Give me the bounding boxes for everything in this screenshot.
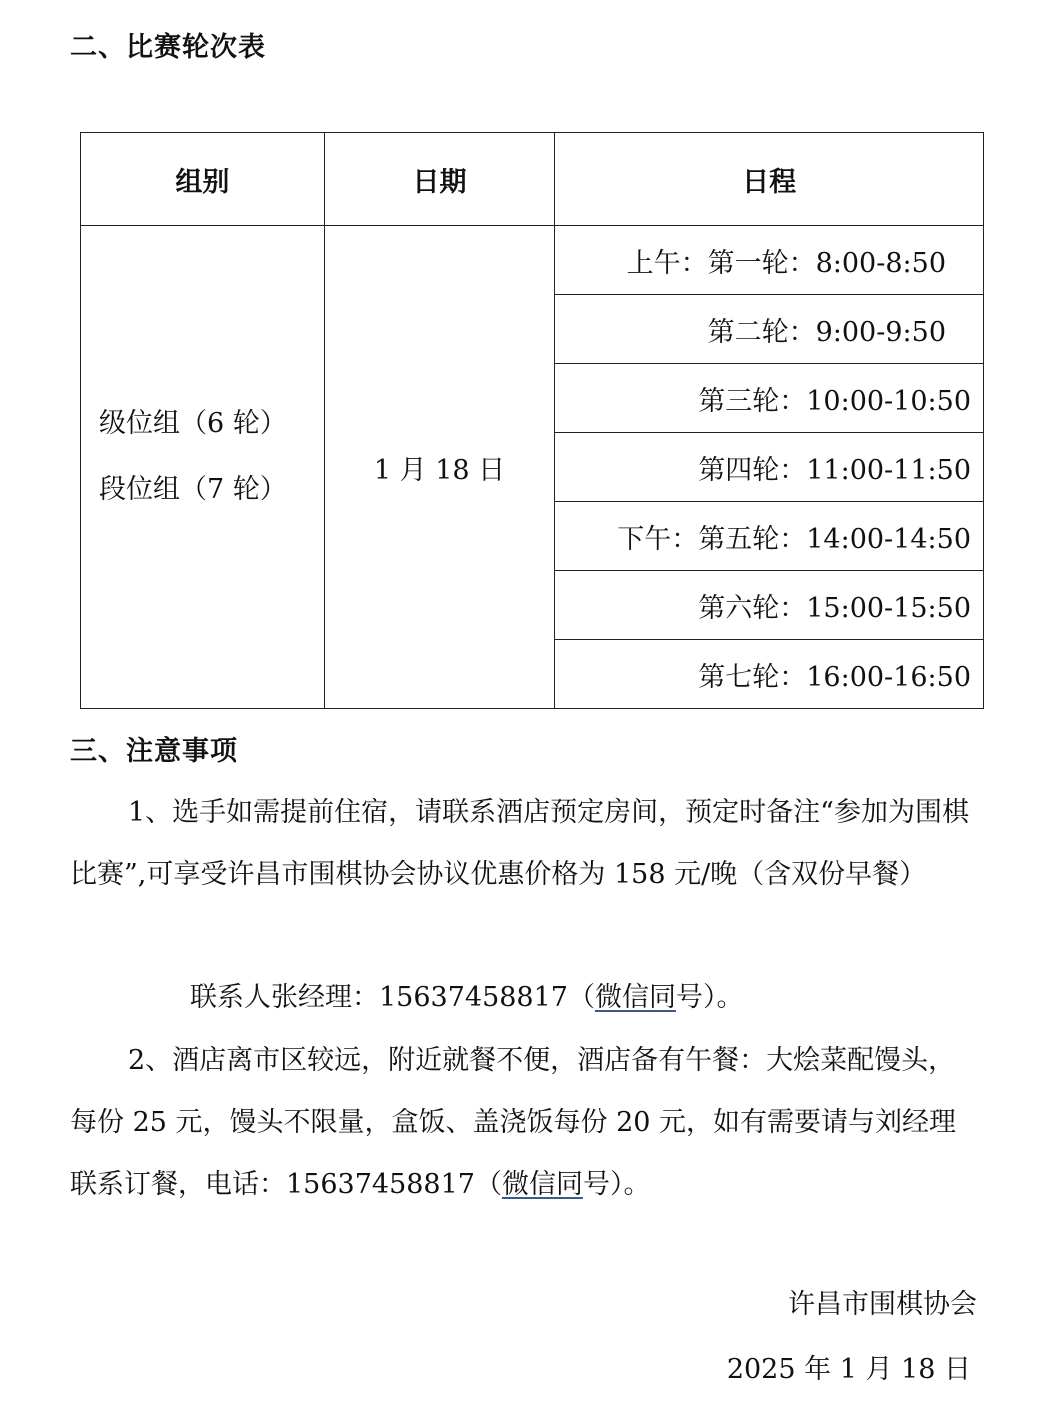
section-3-heading: 三、注意事项	[70, 736, 238, 767]
section-2-heading: 二、比赛轮次表	[70, 32, 266, 63]
signature-date: 2025 年 1 月 18 日	[726, 1354, 971, 1385]
round-3: 第三轮：10:00-10:50	[555, 364, 984, 433]
header-date: 日期	[324, 133, 555, 226]
table-header-row	[81, 133, 984, 226]
round-7: 第七轮：16:00-16:50	[555, 640, 984, 709]
header-group: 组别	[81, 133, 325, 226]
note-2-paragraph	[70, 1030, 982, 1216]
group-cell	[81, 226, 325, 709]
wechat-same-link[interactable]: 微信同	[594, 982, 676, 1013]
table-row	[81, 226, 984, 295]
round-6: 第六轮：15:00-15:50	[555, 571, 984, 640]
round-2: 第二轮：9:00-9:50	[555, 295, 984, 364]
round-1: 上午：第一轮：8:00-8:50	[555, 226, 984, 295]
date-cell: 1 月 18 日	[324, 226, 555, 709]
signature-organization: 许昌市围棋协会	[788, 1289, 977, 1320]
contact-1-text: 联系人张经理：15637458817（	[190, 982, 595, 1013]
match-rounds-table	[80, 132, 984, 709]
header-schedule: 日程	[555, 133, 984, 226]
group-kyu: 级位组（6 轮）	[99, 408, 287, 439]
round-5: 下午：第五轮：14:00-14:50	[555, 502, 984, 571]
wechat-same-link[interactable]: 微信同	[501, 1169, 583, 1200]
contact-1-suffix: 号）。	[675, 982, 744, 1013]
note-1-paragraph: 1、选手如需提前住宿，请联系酒店预定房间，预定时备注“参加为围棋比赛”,可享受许昌市围棋协会协议优惠价格为 158 元/晚（含双份早餐）	[70, 797, 969, 890]
contact-line-1	[190, 967, 990, 1029]
round-4: 第四轮：11:00-11:50	[555, 433, 984, 502]
group-dan: 段位组（7 轮）	[99, 474, 287, 505]
note-2-suffix: 号）。	[582, 1169, 651, 1200]
note-2-text: 2、酒店离市区较远，附近就餐不便，酒店备有午餐：大烩菜配馒头，每份 25 元，馒头不限量，盒饭、盖浇饭每份 20 元，如有需要请与刘经理联系订餐，电话：15637458817（	[70, 1045, 957, 1200]
